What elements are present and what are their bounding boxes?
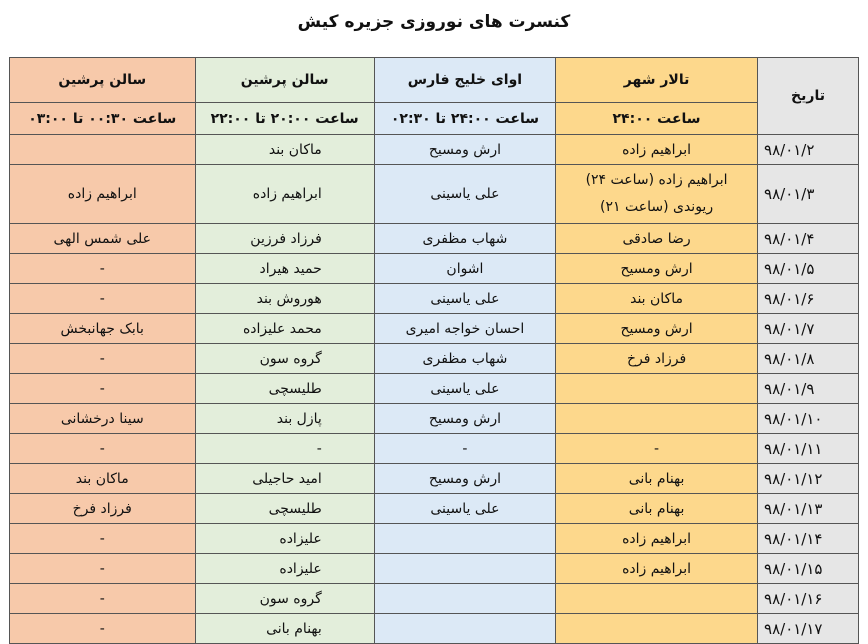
cell-avaye-khalij: علی یاسینی <box>374 284 555 314</box>
cell-persian-late: - <box>10 284 196 314</box>
cell-persian-early: - <box>195 434 374 464</box>
date-cell: ۹۸/۰۱/۱۴ <box>758 524 859 554</box>
cell-persian-early: علیزاده <box>195 554 374 584</box>
date-cell: ۹۸/۰۱/۱۲ <box>758 464 859 494</box>
cell-avaye-khalij: اشوان <box>374 254 555 284</box>
header-row-venues <box>10 58 859 103</box>
concert-table <box>9 57 859 644</box>
date-cell: ۹۸/۰۱/۱۷ <box>758 614 859 644</box>
cell-talar-shahr: فرزاد فرخ <box>556 344 758 374</box>
page-title: کنسرت های نوروزی جزیره کیش <box>297 12 571 32</box>
cell-persian-early: هوروش بند <box>195 284 374 314</box>
date-cell: ۹۸/۰۱/۲ <box>758 135 859 165</box>
cell-avaye-khalij <box>374 614 555 644</box>
cell-talar-shahr <box>556 404 758 434</box>
cell-avaye-khalij: علی یاسینی <box>374 374 555 404</box>
venue-header-persian-early: سالن پرشین <box>195 58 374 103</box>
cell-persian-early: بهنام بانی <box>195 614 374 644</box>
date-cell: ۹۸/۰۱/۱۶ <box>758 584 859 614</box>
table-row <box>10 614 859 644</box>
cell-talar-shahr: ابراهیم زاده <box>556 135 758 165</box>
cell-talar-shahr <box>556 584 758 614</box>
date-cell: ۹۸/۰۱/۱۱ <box>758 434 859 464</box>
table-row <box>10 434 859 464</box>
cell-persian-early: علیزاده <box>195 524 374 554</box>
cell-persian-late: ابراهیم زاده <box>10 165 196 224</box>
cell-avaye-khalij: شهاب مظفری <box>374 344 555 374</box>
cell-avaye-khalij: علی یاسینی <box>374 494 555 524</box>
venue-header-avaye-khalij: اوای خلیج فارس <box>374 58 555 103</box>
venue-time-talar-shahr: ساعت ۲۴:۰۰ <box>556 103 758 135</box>
table-row <box>10 314 859 344</box>
table-row <box>10 254 859 284</box>
cell-talar-shahr: ارش ومسیح <box>556 254 758 284</box>
date-cell: ۹۸/۰۱/۵ <box>758 254 859 284</box>
cell-persian-early: امید حاجیلی <box>195 464 374 494</box>
cell-talar-shahr: ارش ومسیح <box>556 314 758 344</box>
cell-avaye-khalij: احسان خواجه امیری <box>374 314 555 344</box>
venue-header-talar-shahr: تالار شهر <box>556 58 758 103</box>
venue-time-persian-late: ساعت ۰۰:۳۰ تا ۰۳:۰۰ <box>10 103 196 135</box>
cell-persian-early: طلیسچی <box>195 494 374 524</box>
cell-talar-shahr: بهنام بانی <box>556 494 758 524</box>
cell-talar-shahr: - <box>556 434 758 464</box>
table-row <box>10 464 859 494</box>
cell-avaye-khalij <box>374 524 555 554</box>
venue-time-persian-early: ساعت ۲۰:۰۰ تا ۲۲:۰۰ <box>195 103 374 135</box>
cell-avaye-khalij: شهاب مظفری <box>374 224 555 254</box>
cell-persian-late: بابک جهانبخش <box>10 314 196 344</box>
table-row <box>10 584 859 614</box>
cell-avaye-khalij <box>374 584 555 614</box>
cell-persian-late: - <box>10 434 196 464</box>
table-row <box>10 404 859 434</box>
date-cell: ۹۸/۰۱/۱۰ <box>758 404 859 434</box>
cell-persian-early: گروه سون <box>195 584 374 614</box>
header-row-times <box>10 103 859 135</box>
cell-talar-shahr: بهنام بانی <box>556 464 758 494</box>
cell-talar-shahr <box>556 165 758 224</box>
cell-persian-late <box>10 135 196 165</box>
cell-persian-early: ابراهیم زاده <box>195 165 374 224</box>
table-row <box>10 554 859 584</box>
date-cell: ۹۸/۰۱/۱۵ <box>758 554 859 584</box>
date-cell: ۹۸/۰۱/۷ <box>758 314 859 344</box>
cell-persian-early: محمد علیزاده <box>195 314 374 344</box>
date-cell: ۹۸/۰۱/۱۳ <box>758 494 859 524</box>
cell-avaye-khalij: ارش ومسیح <box>374 135 555 165</box>
cell-persian-late: سینا درخشانی <box>10 404 196 434</box>
table-row <box>10 165 859 224</box>
cell-talar-shahr <box>556 614 758 644</box>
cell-avaye-khalij: ارش ومسیح <box>374 404 555 434</box>
cell-persian-early: ماکان بند <box>195 135 374 165</box>
cell-persian-late: - <box>10 254 196 284</box>
cell-line-1: ابراهیم زاده (ساعت ۲۴) <box>585 172 728 188</box>
cell-talar-shahr <box>556 374 758 404</box>
cell-persian-early: فرزاد فرزین <box>195 224 374 254</box>
table-row <box>10 284 859 314</box>
date-cell: ۹۸/۰۱/۹ <box>758 374 859 404</box>
cell-persian-late: - <box>10 614 196 644</box>
table-row <box>10 224 859 254</box>
date-cell: ۹۸/۰۱/۳ <box>758 165 859 224</box>
date-cell: ۹۸/۰۱/۸ <box>758 344 859 374</box>
cell-persian-late: - <box>10 374 196 404</box>
table-row <box>10 135 859 165</box>
venue-header-persian-late: سالن پرشین <box>10 58 196 103</box>
cell-persian-late: علی شمس الهی <box>10 224 196 254</box>
venue-time-avaye-khalij: ساعت ۲۴:۰۰ تا ۰۲:۳۰ <box>374 103 555 135</box>
cell-persian-early: پازل بند <box>195 404 374 434</box>
cell-talar-shahr: ابراهیم زاده <box>556 554 758 584</box>
cell-avaye-khalij: - <box>374 434 555 464</box>
cell-persian-late: - <box>10 344 196 374</box>
cell-talar-shahr: ماکان بند <box>556 284 758 314</box>
date-cell: ۹۸/۰۱/۴ <box>758 224 859 254</box>
cell-avaye-khalij: ارش ومسیح <box>374 464 555 494</box>
cell-persian-late: ماکان بند <box>10 464 196 494</box>
table-row <box>10 494 859 524</box>
cell-persian-late: فرزاد فرخ <box>10 494 196 524</box>
cell-persian-late: - <box>10 584 196 614</box>
table-row <box>10 344 859 374</box>
cell-persian-late: - <box>10 554 196 584</box>
table-row <box>10 524 859 554</box>
date-column-header: تاریخ <box>758 58 859 135</box>
cell-persian-late: - <box>10 524 196 554</box>
cell-line-2: ریوندی (ساعت ۲۱) <box>600 199 714 215</box>
cell-avaye-khalij <box>374 554 555 584</box>
cell-persian-early: حمید هیراد <box>195 254 374 284</box>
cell-talar-shahr: ابراهیم زاده <box>556 524 758 554</box>
cell-talar-shahr: رضا صادقی <box>556 224 758 254</box>
table-row <box>10 374 859 404</box>
cell-persian-early: گروه سون <box>195 344 374 374</box>
cell-avaye-khalij: علی یاسینی <box>374 165 555 224</box>
date-cell: ۹۸/۰۱/۶ <box>758 284 859 314</box>
cell-persian-early: طلیسچی <box>195 374 374 404</box>
